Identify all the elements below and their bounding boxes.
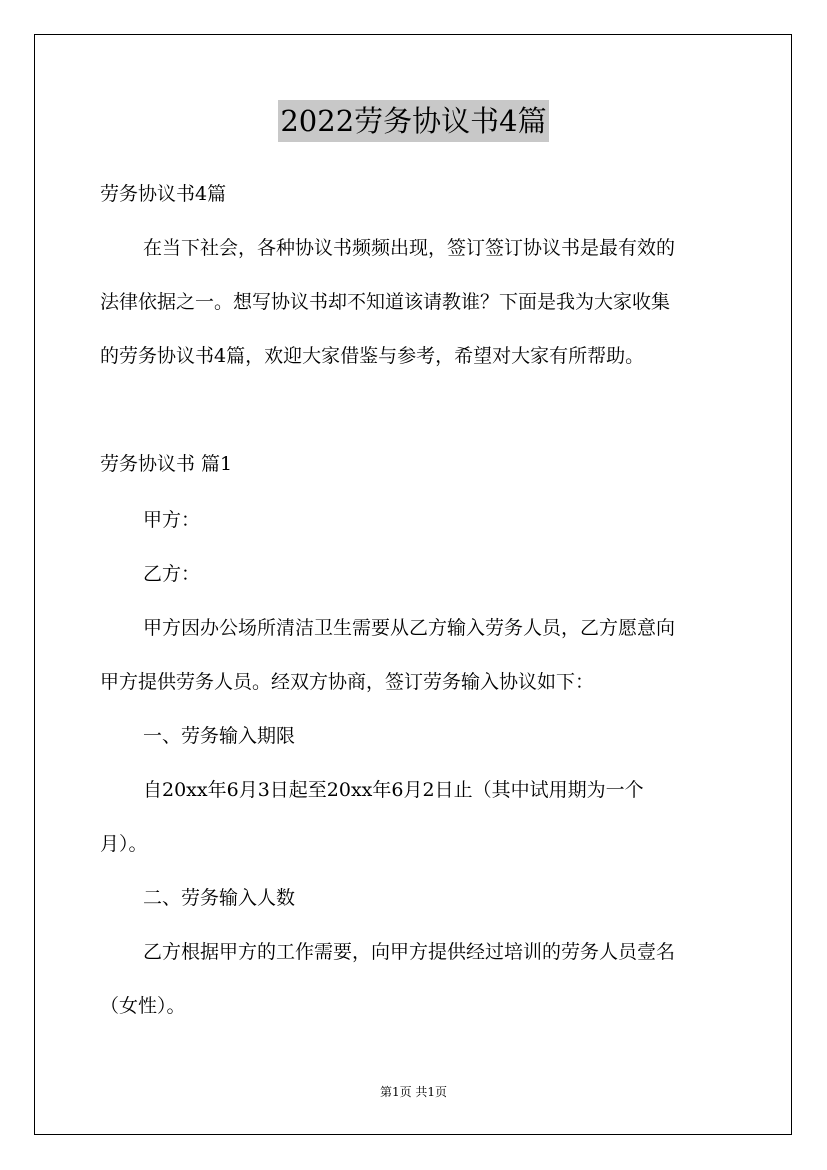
intro-line-1: 在当下社会，各种协议书频频出现，签订签订协议书是最有效的 xyxy=(143,237,676,259)
section-heading: 劳务协议书 篇1 xyxy=(100,453,233,475)
party-a-label: 甲方： xyxy=(143,509,201,531)
clause-1-line-1: 自20xx年6月3日起至20xx年6月2日止（其中试用期为一个 xyxy=(143,779,644,801)
clause-2-line-1: 乙方根据甲方的工作需要，向甲方提供经过培训的劳务人员壹名 xyxy=(143,941,676,963)
document-title: 2022劳务协议书4篇 xyxy=(278,100,548,142)
clause-1-line-2: 月）。 xyxy=(100,833,148,855)
paragraph-1-line-2: 甲方提供劳务人员。经双方协商，签订劳务输入协议如下： xyxy=(100,671,595,693)
intro-line-2: 法律依据之一。想写协议书却不知道该请教谁？下面是我为大家收集 xyxy=(100,291,671,313)
page-footer: 第1页 共1页 xyxy=(379,1085,448,1099)
clause-1-heading: 一、劳务输入期限 xyxy=(143,725,296,747)
intro-line-3: 的劳务协议书4篇，欢迎大家借鉴与参考，希望对大家有所帮助。 xyxy=(100,345,645,367)
subtitle: 劳务协议书4篇 xyxy=(100,183,227,205)
party-b-label: 乙方： xyxy=(143,563,201,585)
paragraph-1-line-1: 甲方因办公场所清洁卫生需要从乙方输入劳务人员，乙方愿意向 xyxy=(143,617,676,639)
document-title-wrap xyxy=(0,100,827,142)
clause-2-line-2: （女性）。 xyxy=(100,995,186,1017)
clause-2-heading: 二、劳务输入人数 xyxy=(143,887,296,909)
